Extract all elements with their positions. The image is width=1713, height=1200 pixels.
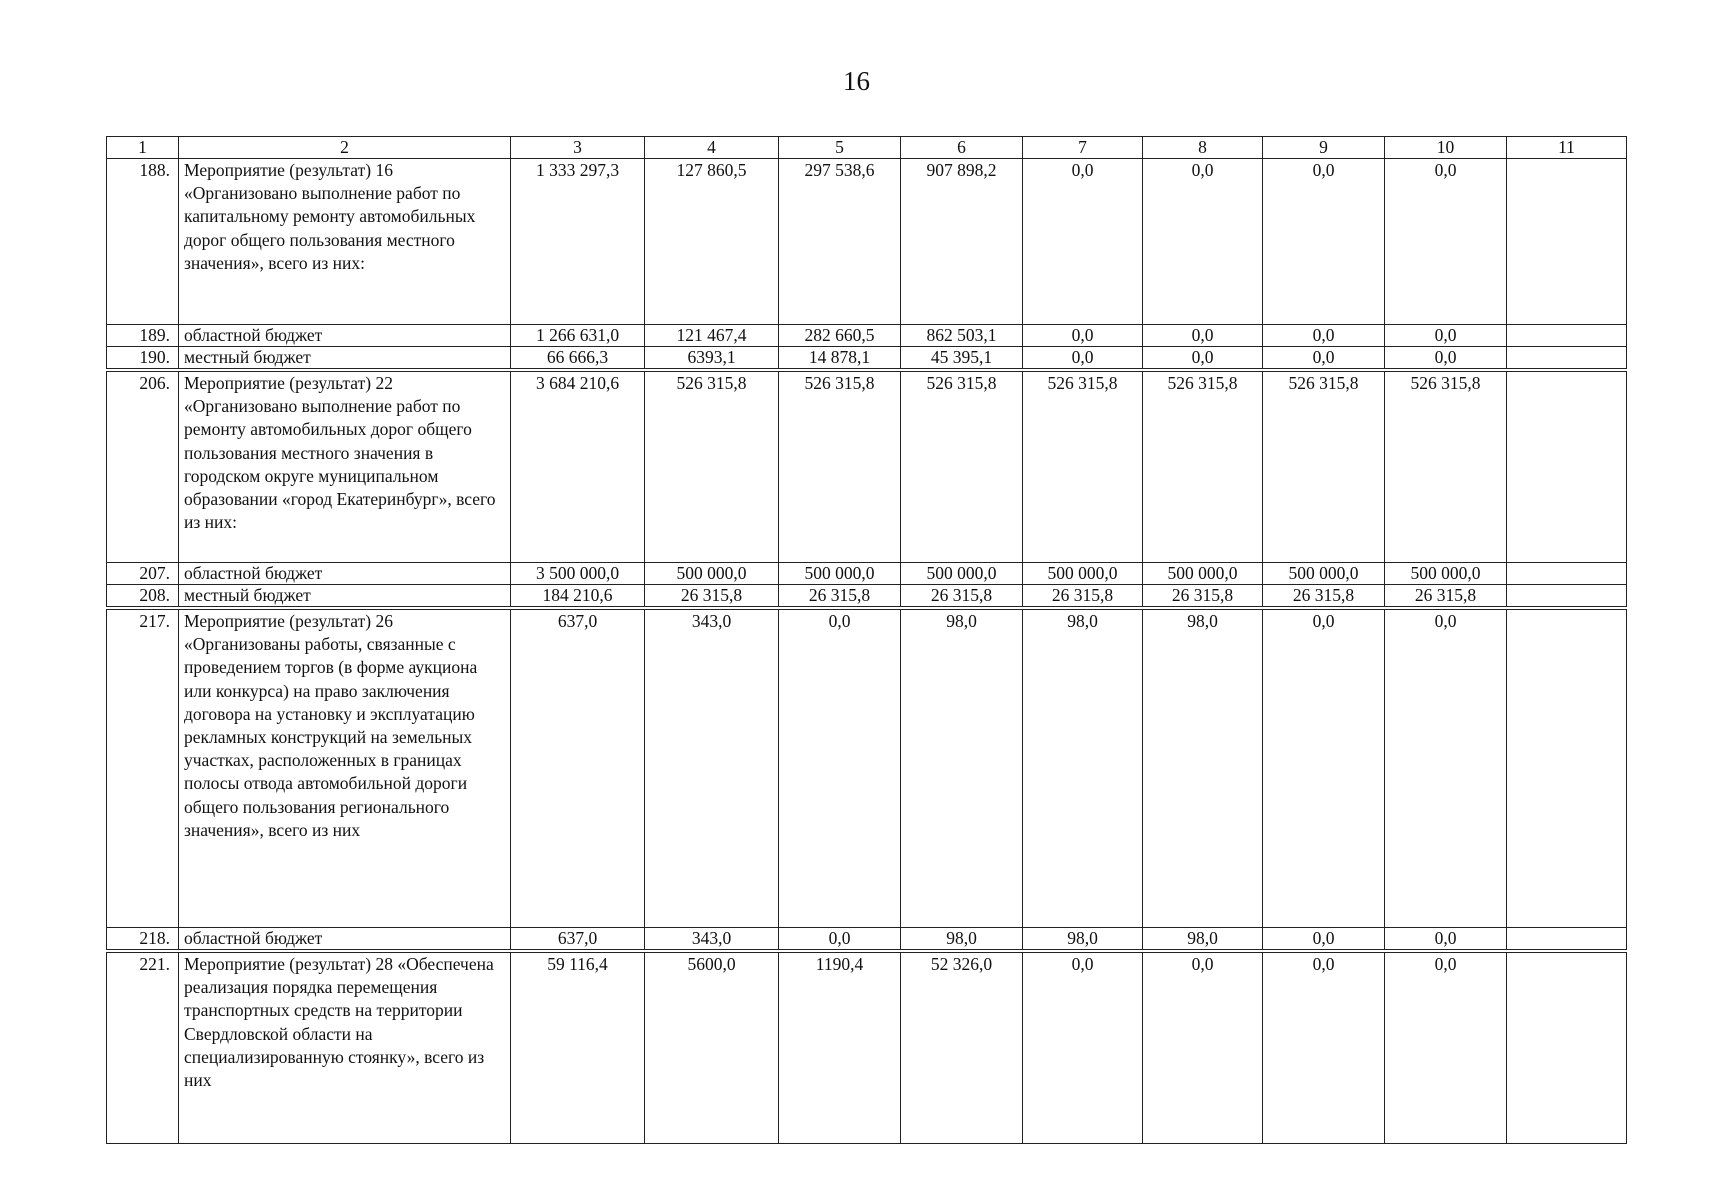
row-number: 189. xyxy=(107,325,179,347)
value-cell: 1 333 297,3 xyxy=(511,159,645,325)
value-cell xyxy=(1507,585,1627,607)
table-row xyxy=(107,372,1627,563)
value-cell: 862 503,1 xyxy=(901,325,1023,347)
table-row xyxy=(107,953,1627,1144)
value-cell: 297 538,6 xyxy=(779,159,901,325)
value-cell: 282 660,5 xyxy=(779,325,901,347)
page-number: 16 xyxy=(843,66,870,96)
value-cell: 0,0 xyxy=(779,928,901,950)
table-row xyxy=(107,159,1627,325)
value-cell xyxy=(1507,159,1627,325)
row-description: Мероприятие (результат) 28 «Обеспечена реализация порядка перемещения транспортных средств на территории Свердловской области на специализированную стоянку», всего из них xyxy=(179,953,511,1144)
row-number: 208. xyxy=(107,585,179,607)
value-cell: 26 315,8 xyxy=(1143,585,1263,607)
value-cell: 0,0 xyxy=(1263,928,1385,950)
table-row xyxy=(107,347,1627,369)
value-cell: 500 000,0 xyxy=(645,563,779,585)
value-cell xyxy=(1507,928,1627,950)
row-number: 221. xyxy=(107,953,179,1144)
value-cell: 526 315,8 xyxy=(1385,372,1507,563)
value-cell: 526 315,8 xyxy=(779,372,901,563)
row-description: областной бюджет xyxy=(179,563,511,585)
value-cell: 500 000,0 xyxy=(1263,563,1385,585)
value-cell: 52 326,0 xyxy=(901,953,1023,1144)
value-cell: 0,0 xyxy=(1023,953,1143,1144)
value-cell: 59 116,4 xyxy=(511,953,645,1144)
value-cell: 0,0 xyxy=(1143,325,1263,347)
column-number-row xyxy=(107,137,1627,159)
value-cell xyxy=(1507,953,1627,1144)
value-cell: 343,0 xyxy=(645,610,779,928)
budget-table xyxy=(106,136,1627,1144)
value-cell: 0,0 xyxy=(779,610,901,928)
row-description: местный бюджет xyxy=(179,347,511,369)
value-cell: 637,0 xyxy=(511,928,645,950)
row-description: областной бюджет xyxy=(179,928,511,950)
value-cell: 526 315,8 xyxy=(1263,372,1385,563)
value-cell: 0,0 xyxy=(1385,953,1507,1144)
value-cell: 0,0 xyxy=(1385,159,1507,325)
column-header: 7 xyxy=(1023,137,1143,159)
value-cell: 0,0 xyxy=(1385,347,1507,369)
column-header: 1 xyxy=(107,137,179,159)
value-cell: 1 266 631,0 xyxy=(511,325,645,347)
value-cell: 98,0 xyxy=(1023,928,1143,950)
value-cell xyxy=(1507,347,1627,369)
value-cell: 0,0 xyxy=(1023,347,1143,369)
row-number: 190. xyxy=(107,347,179,369)
value-cell: 526 315,8 xyxy=(1143,372,1263,563)
row-number: 217. xyxy=(107,610,179,928)
row-description: Мероприятие (результат) 22 «Организовано выполнение работ по ремонту автомобильных дорог общего пользования местного значения в городском округе муниципальном образовании «город Екатеринбург», всего из них: xyxy=(179,372,511,563)
value-cell: 0,0 xyxy=(1385,610,1507,928)
value-cell: 26 315,8 xyxy=(1263,585,1385,607)
value-cell: 526 315,8 xyxy=(645,372,779,563)
row-number: 206. xyxy=(107,372,179,563)
row-description: областной бюджет xyxy=(179,325,511,347)
value-cell: 127 860,5 xyxy=(645,159,779,325)
row-description: местный бюджет xyxy=(179,585,511,607)
column-header: 3 xyxy=(511,137,645,159)
value-cell: 1190,4 xyxy=(779,953,901,1144)
value-cell xyxy=(1507,325,1627,347)
value-cell: 3 684 210,6 xyxy=(511,372,645,563)
value-cell: 0,0 xyxy=(1263,610,1385,928)
column-header: 2 xyxy=(179,137,511,159)
value-cell: 14 878,1 xyxy=(779,347,901,369)
row-number: 207. xyxy=(107,563,179,585)
value-cell: 0,0 xyxy=(1023,325,1143,347)
value-cell: 0,0 xyxy=(1263,325,1385,347)
value-cell: 26 315,8 xyxy=(779,585,901,607)
value-cell: 6393,1 xyxy=(645,347,779,369)
value-cell: 0,0 xyxy=(1143,347,1263,369)
table-row xyxy=(107,610,1627,928)
value-cell: 500 000,0 xyxy=(901,563,1023,585)
value-cell: 98,0 xyxy=(1143,610,1263,928)
column-header: 5 xyxy=(779,137,901,159)
value-cell: 98,0 xyxy=(1143,928,1263,950)
table-row xyxy=(107,325,1627,347)
value-cell: 637,0 xyxy=(511,610,645,928)
row-description: Мероприятие (результат) 16 «Организовано выполнение работ по капитальному ремонту автомобильных дорог общего пользования местного значения», всего из них: xyxy=(179,159,511,325)
value-cell: 3 500 000,0 xyxy=(511,563,645,585)
table-row xyxy=(107,585,1627,607)
value-cell: 0,0 xyxy=(1023,159,1143,325)
value-cell: 343,0 xyxy=(645,928,779,950)
value-cell xyxy=(1507,563,1627,585)
column-header: 9 xyxy=(1263,137,1385,159)
value-cell: 26 315,8 xyxy=(645,585,779,607)
value-cell: 0,0 xyxy=(1263,953,1385,1144)
value-cell: 0,0 xyxy=(1263,347,1385,369)
row-description: Мероприятие (результат) 26 «Организованы работы, связанные с проведением торгов (в форме аукциона или конкурса) на право заключения договора на установку и эксплуатацию рекламных конструкций на земельных участках, расположенных в границах полосы отвода автомобильной дороги общего пользования регионального значения», всего из них xyxy=(179,610,511,928)
column-header: 4 xyxy=(645,137,779,159)
value-cell: 526 315,8 xyxy=(901,372,1023,563)
column-header: 8 xyxy=(1143,137,1263,159)
value-cell: 500 000,0 xyxy=(779,563,901,585)
value-cell: 0,0 xyxy=(1143,159,1263,325)
value-cell: 0,0 xyxy=(1385,325,1507,347)
value-cell: 0,0 xyxy=(1143,953,1263,1144)
table-row xyxy=(107,563,1627,585)
table-row xyxy=(107,928,1627,950)
row-number: 218. xyxy=(107,928,179,950)
value-cell: 98,0 xyxy=(1023,610,1143,928)
value-cell: 98,0 xyxy=(901,928,1023,950)
value-cell: 45 395,1 xyxy=(901,347,1023,369)
value-cell: 907 898,2 xyxy=(901,159,1023,325)
value-cell xyxy=(1507,610,1627,928)
column-header: 10 xyxy=(1385,137,1507,159)
value-cell: 98,0 xyxy=(901,610,1023,928)
column-header: 11 xyxy=(1507,137,1627,159)
value-cell: 500 000,0 xyxy=(1385,563,1507,585)
value-cell: 0,0 xyxy=(1385,928,1507,950)
value-cell: 500 000,0 xyxy=(1023,563,1143,585)
value-cell: 5600,0 xyxy=(645,953,779,1144)
value-cell: 526 315,8 xyxy=(1023,372,1143,563)
value-cell: 26 315,8 xyxy=(1023,585,1143,607)
row-number: 188. xyxy=(107,159,179,325)
value-cell: 500 000,0 xyxy=(1143,563,1263,585)
value-cell: 26 315,8 xyxy=(1385,585,1507,607)
value-cell: 184 210,6 xyxy=(511,585,645,607)
column-header: 6 xyxy=(901,137,1023,159)
value-cell: 121 467,4 xyxy=(645,325,779,347)
value-cell: 66 666,3 xyxy=(511,347,645,369)
value-cell xyxy=(1507,372,1627,563)
value-cell: 26 315,8 xyxy=(901,585,1023,607)
value-cell: 0,0 xyxy=(1263,159,1385,325)
